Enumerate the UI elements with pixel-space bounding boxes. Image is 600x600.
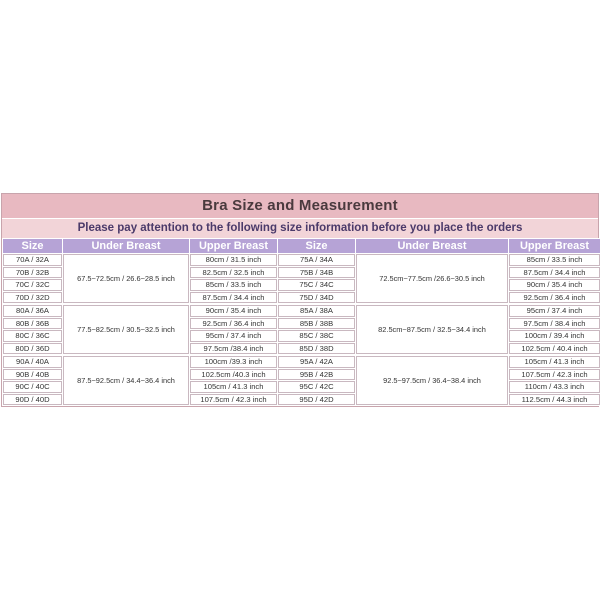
size-cell: 95C / 42C bbox=[278, 381, 356, 394]
header-upper-breast: Upper Breast bbox=[509, 239, 600, 254]
size-cell: 75B / 34B bbox=[278, 266, 356, 279]
upper-breast-cell: 112.5cm / 44.3 inch bbox=[509, 393, 600, 406]
under-breast-range: 92.5~97.5cm / 36.4~38.4 inch bbox=[356, 355, 509, 406]
upper-breast-cell: 95cm / 37.4 inch bbox=[509, 304, 600, 317]
size-cell: 70B / 32B bbox=[3, 266, 63, 279]
size-cell: 80C / 36C bbox=[3, 330, 63, 343]
header-size: Size bbox=[3, 239, 63, 254]
upper-breast-cell: 97.5cm / 38.4 inch bbox=[509, 317, 600, 330]
size-cell: 70A / 32A bbox=[3, 254, 63, 267]
size-cell: 70D / 32D bbox=[3, 291, 63, 304]
upper-breast-cell: 105cm / 41.3 inch bbox=[509, 355, 600, 368]
size-cell: 85D / 38D bbox=[278, 342, 356, 355]
upper-breast-cell: 97.5cm /38.4 inch bbox=[190, 342, 278, 355]
size-table bbox=[2, 238, 600, 406]
size-cell: 80B / 36B bbox=[3, 317, 63, 330]
under-breast-range: 77.5~82.5cm / 30.5~32.5 inch bbox=[63, 304, 190, 355]
size-cell: 75C / 34C bbox=[278, 279, 356, 292]
under-breast-range: 67.5~72.5cm / 26.6~28.5 inch bbox=[63, 254, 190, 305]
size-cell: 95B / 42B bbox=[278, 368, 356, 381]
header-row bbox=[3, 239, 600, 254]
size-cell: 75A / 34A bbox=[278, 254, 356, 267]
upper-breast-cell: 107.5cm / 42.3 inch bbox=[509, 368, 600, 381]
upper-breast-cell: 92.5cm / 36.4 inch bbox=[509, 291, 600, 304]
header-under-breast: Under Breast bbox=[63, 239, 190, 254]
under-breast-range: 72.5cm~77.5cm /26.6~30.5 inch bbox=[356, 254, 509, 305]
upper-breast-cell: 102.5cm /40.3 inch bbox=[190, 368, 278, 381]
header-upper-breast: Upper Breast bbox=[190, 239, 278, 254]
table-row bbox=[3, 355, 600, 368]
size-cell: 85B / 38B bbox=[278, 317, 356, 330]
upper-breast-cell: 110cm / 43.3 inch bbox=[509, 381, 600, 394]
upper-breast-cell: 102.5cm / 40.4 inch bbox=[509, 342, 600, 355]
upper-breast-cell: 95cm / 37.4 inch bbox=[190, 330, 278, 343]
table-row bbox=[3, 254, 600, 267]
size-cell: 80D / 36D bbox=[3, 342, 63, 355]
size-chart bbox=[1, 193, 599, 407]
size-cell: 90D / 40D bbox=[3, 393, 63, 406]
upper-breast-cell: 107.5cm / 42.3 inch bbox=[190, 393, 278, 406]
header-under-breast: Under Breast bbox=[356, 239, 509, 254]
size-cell: 90B / 40B bbox=[3, 368, 63, 381]
size-cell: 95D / 42D bbox=[278, 393, 356, 406]
size-cell: 90C / 40C bbox=[3, 381, 63, 394]
upper-breast-cell: 100cm /39.3 inch bbox=[190, 355, 278, 368]
upper-breast-cell: 90cm / 35.4 inch bbox=[190, 304, 278, 317]
table-row bbox=[3, 304, 600, 317]
size-cell: 85A / 38A bbox=[278, 304, 356, 317]
upper-breast-cell: 82.5cm / 32.5 inch bbox=[190, 266, 278, 279]
size-cell: 90A / 40A bbox=[3, 355, 63, 368]
size-cell: 75D / 34D bbox=[278, 291, 356, 304]
upper-breast-cell: 80cm / 31.5 inch bbox=[190, 254, 278, 267]
upper-breast-cell: 85cm / 33.5 inch bbox=[190, 279, 278, 292]
size-cell: 85C / 38C bbox=[278, 330, 356, 343]
header-size: Size bbox=[278, 239, 356, 254]
size-cell: 70C / 32C bbox=[3, 279, 63, 292]
under-breast-range: 87.5~92.5cm / 34.4~36.4 inch bbox=[63, 355, 190, 406]
upper-breast-cell: 87.5cm / 34.4 inch bbox=[509, 266, 600, 279]
upper-breast-cell: 105cm / 41.3 inch bbox=[190, 381, 278, 394]
upper-breast-cell: 85cm / 33.5 inch bbox=[509, 254, 600, 267]
upper-breast-cell: 87.5cm / 34.4 inch bbox=[190, 291, 278, 304]
upper-breast-cell: 100cm / 39.4 inch bbox=[509, 330, 600, 343]
chart-title: Bra Size and Measurement bbox=[2, 194, 598, 218]
size-cell: 95A / 42A bbox=[278, 355, 356, 368]
under-breast-range: 82.5cm~87.5cm / 32.5~34.4 inch bbox=[356, 304, 509, 355]
upper-breast-cell: 92.5cm / 36.4 inch bbox=[190, 317, 278, 330]
upper-breast-cell: 90cm / 35.4 inch bbox=[509, 279, 600, 292]
order-notice: Please pay attention to the following size information before you place the orders bbox=[2, 218, 598, 238]
size-cell: 80A / 36A bbox=[3, 304, 63, 317]
